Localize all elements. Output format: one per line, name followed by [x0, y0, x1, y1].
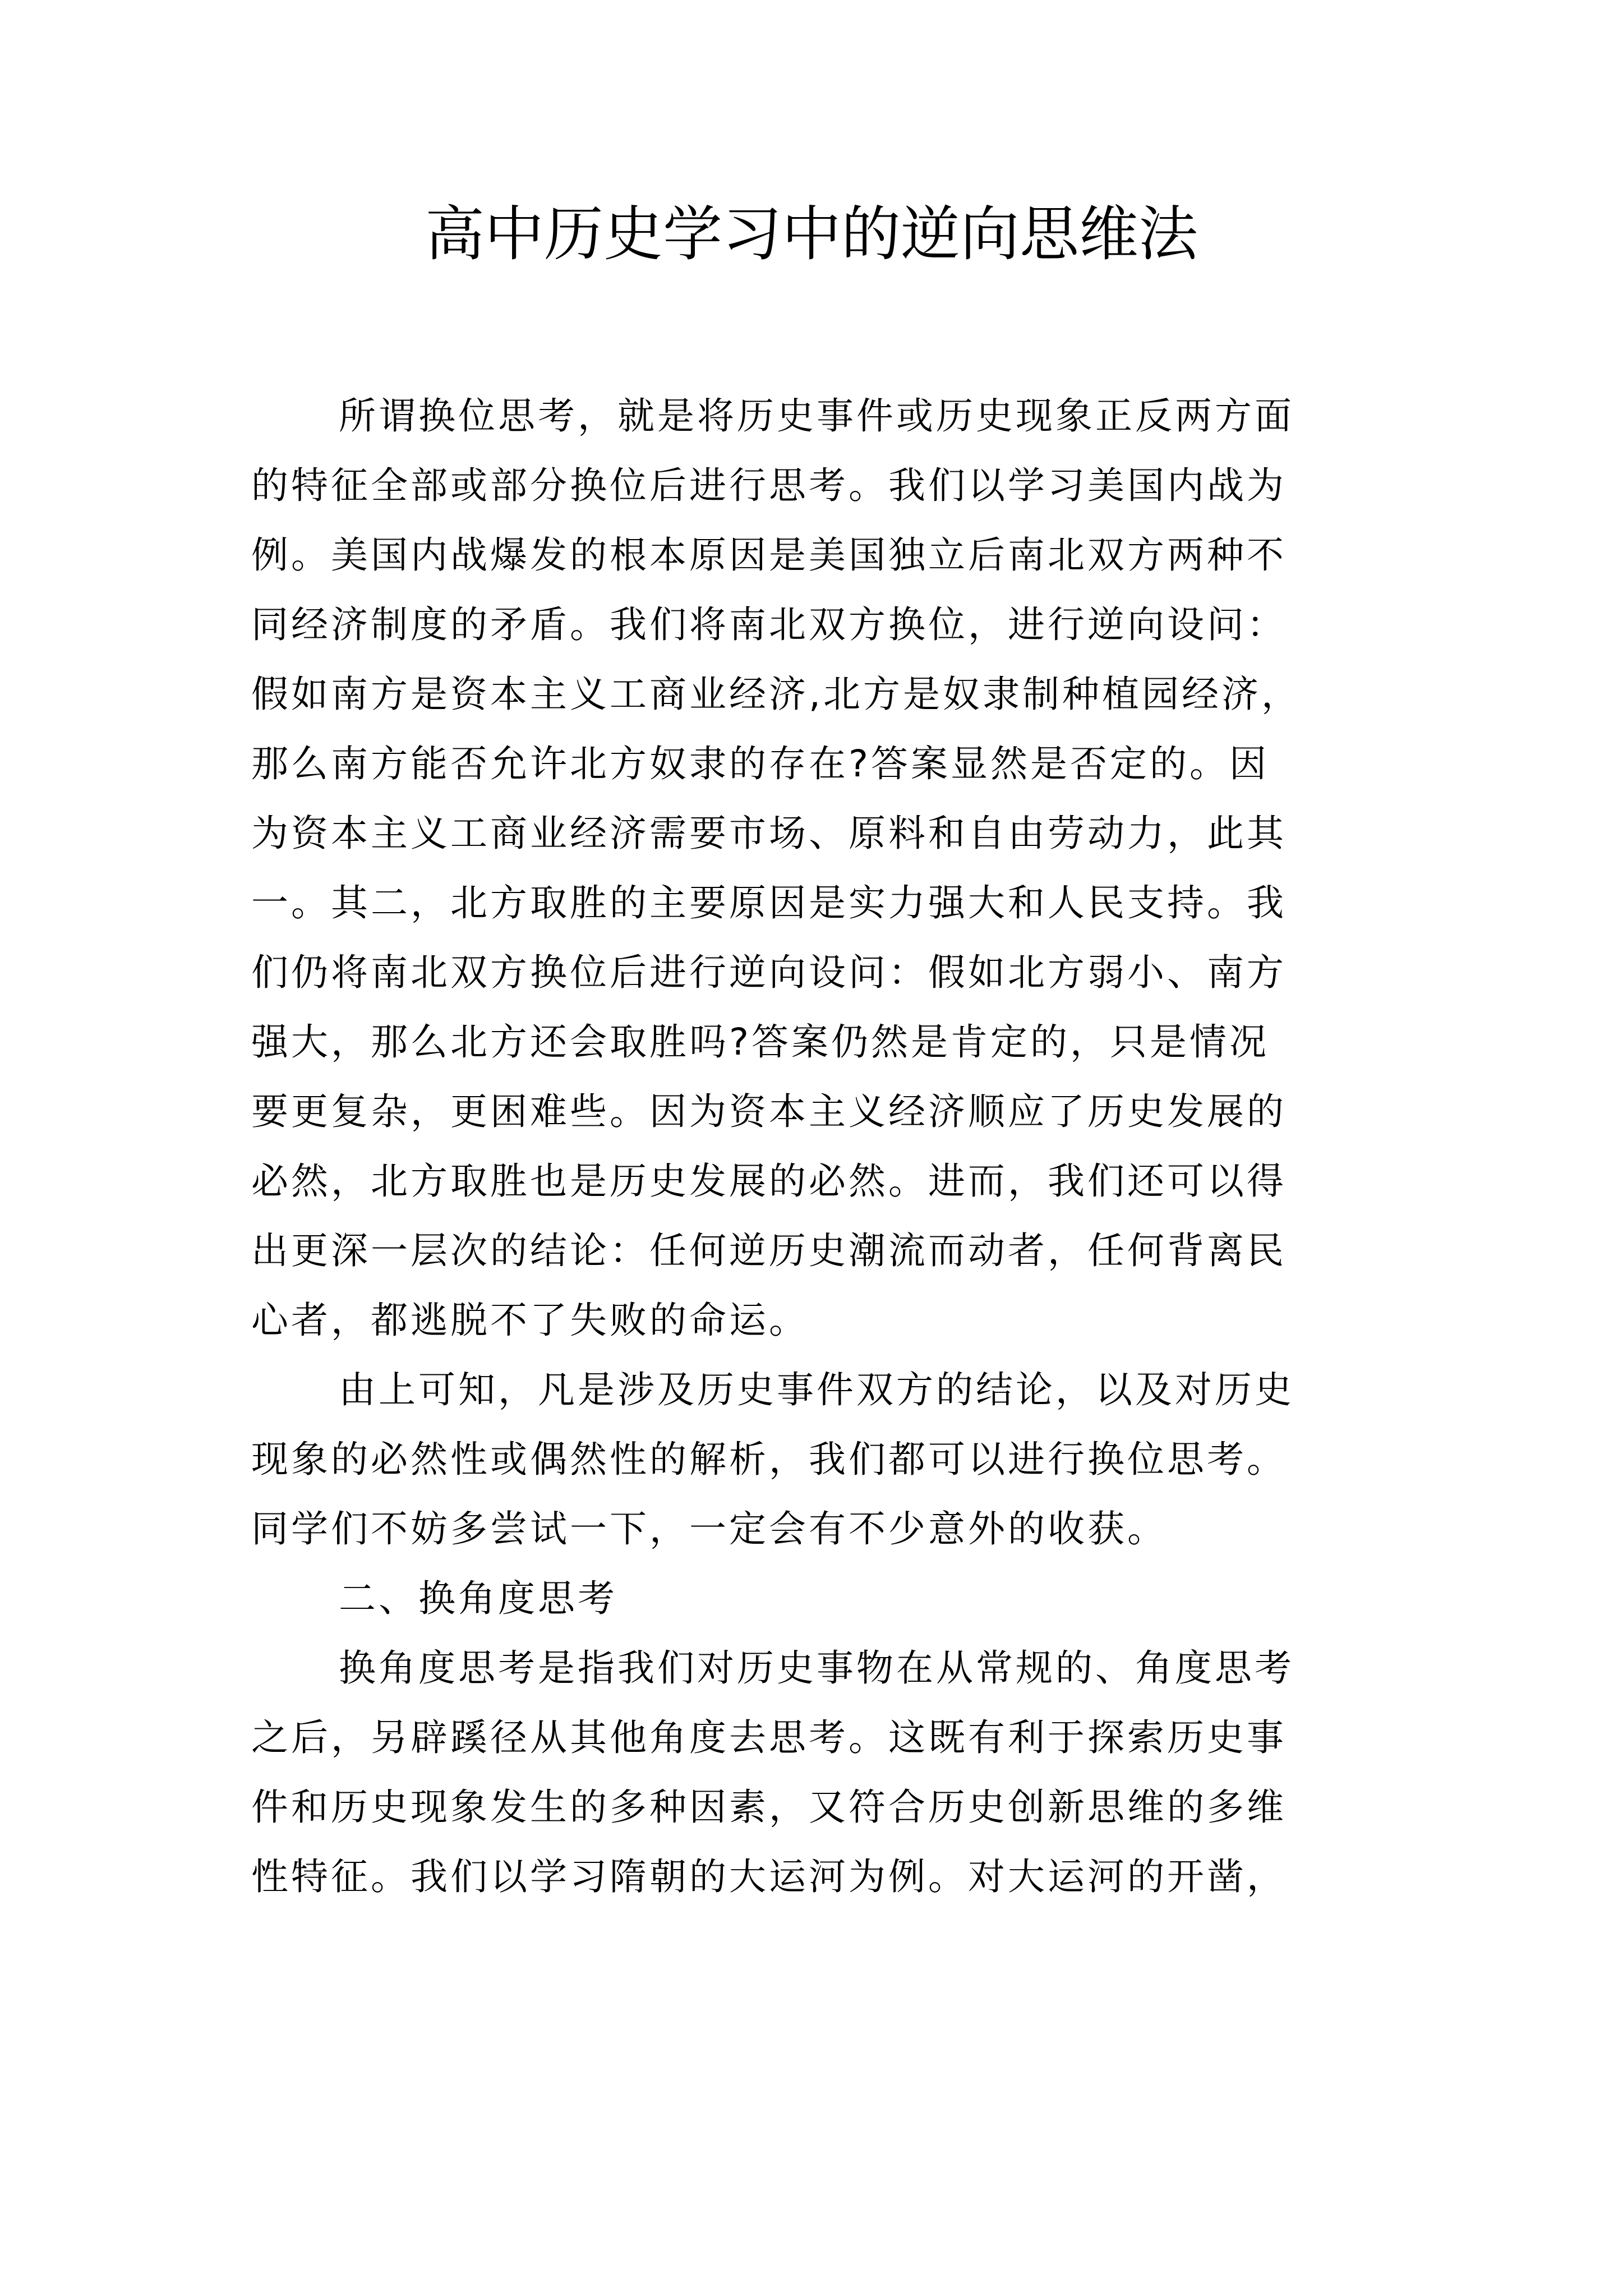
text-line: 的特征全部或部分换位后进行思考。我们以学习美国内战为: [251, 464, 1287, 507]
text-line: 同经济制度的矛盾。我们将南北双方换位，进行逆向设问：: [251, 603, 1287, 646]
text-line: 为资本主义工商业经济需要市场、原料和自由劳动力，此其: [251, 812, 1287, 855]
text-line: 一。其二，北方取胜的主要原因是实力强大和人民支持。我: [251, 881, 1287, 924]
text-line: 心者，都逃脱不了失败的命运。: [251, 1299, 809, 1342]
text-line: 之后，另辟蹊径从其他角度去思考。这既有利于探索历史事: [251, 1716, 1287, 1759]
text-line: 性特征。我们以学习隋朝的大运河为例。对大运河的开凿，: [251, 1855, 1287, 1898]
document-body: [251, 381, 1382, 1912]
text-line: 强大，那么北方还会取胜吗?答案仍然是肯定的，只是情况: [251, 1020, 1270, 1064]
document-title: 高中历史学习中的逆向思维法: [425, 200, 1198, 269]
text-line: 二、换角度思考: [339, 1577, 617, 1620]
text-line: 们仍将南北双方换位后进行逆向设问：假如北方弱小、南方: [251, 951, 1287, 994]
text-line: 要更复杂，更困难些。因为资本主义经济顺应了历史发展的: [251, 1090, 1287, 1133]
text-line: 同学们不妨多尝试一下，一定会有不少意外的收获。: [251, 1507, 1167, 1550]
text-line: 件和历史现象发生的多种因素，又符合历史创新思维的多维: [251, 1786, 1287, 1829]
text-line: 换角度思考是指我们对历史事物在从常规的、角度思考: [339, 1646, 1294, 1690]
text-line: 所谓换位思考，就是将历史事件或历史现象正反两方面: [339, 394, 1294, 438]
text-line: 例。美国内战爆发的根本原因是美国独立后南北双方两种不: [251, 533, 1287, 577]
text-line: 假如南方是资本主义工商业经济,北方是奴隶制种植园经济，: [251, 673, 1301, 716]
text-line: 现象的必然性或偶然性的解析，我们都可以进行换位思考。: [251, 1438, 1287, 1481]
text-line: 那么南方能否允许北方奴隶的存在?答案显然是否定的。因: [251, 742, 1270, 785]
text-line: 出更深一层次的结论：任何逆历史潮流而动者，任何背离民: [251, 1229, 1287, 1272]
text-line: 必然，北方取胜也是历史发展的必然。进而，我们还可以得: [251, 1159, 1287, 1203]
text-line: 由上可知，凡是涉及历史事件双方的结论，以及对历史: [339, 1368, 1294, 1411]
